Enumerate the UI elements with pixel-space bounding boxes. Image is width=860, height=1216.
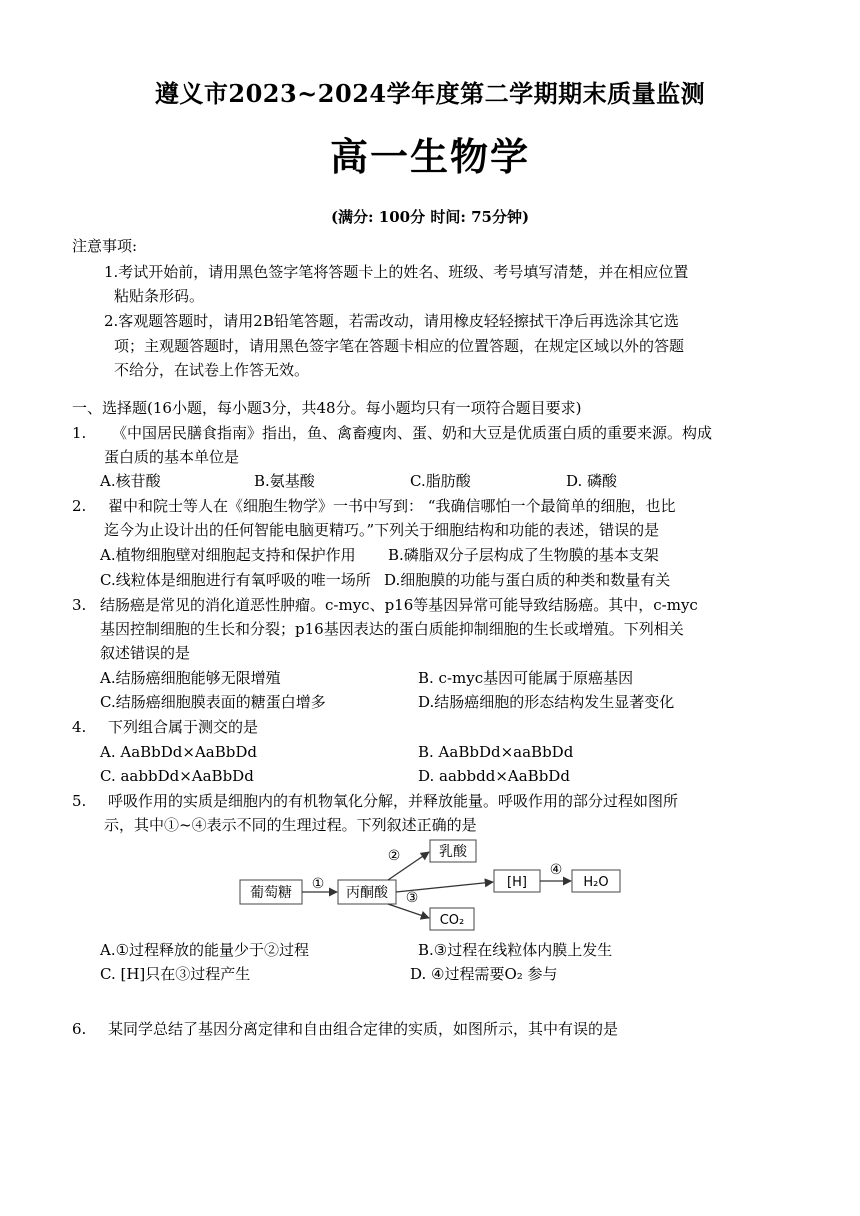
q3-option-a: A.结肠癌细胞能够无限增殖 xyxy=(100,669,281,687)
step-2-label: ② xyxy=(387,848,401,864)
q1-option-c: C.脂肪酸 xyxy=(410,472,471,490)
q1-option-b: B.氨基酸 xyxy=(254,472,315,490)
respiration-diagram xyxy=(238,838,628,938)
q3-option-c: C.结肠癌细胞膜表面的糖蛋白增多 xyxy=(100,693,326,711)
q3-stem-line2: 基因控制细胞的生长和分裂；p16基因表达的蛋白质能抑制细胞的生长或增殖。下列相关 xyxy=(100,620,684,638)
q1-stem-line1: 《中国居民膳食指南》指出，鱼、禽畜瘦肉、蛋、奶和大豆是优质蛋白质的重要来源。构成 xyxy=(112,424,713,442)
q1-option-d: D. 磷酸 xyxy=(566,472,618,490)
q1-stem-line2: 蛋白质的基本单位是 xyxy=(104,448,240,466)
notice-item2-line3: 不给分，在试卷上作答无效。 xyxy=(114,361,310,379)
label-pyruvate: 丙酮酸 xyxy=(346,885,388,901)
q5-option-d: D. ④过程需要O₂ 参与 xyxy=(410,965,558,983)
label-lactate: 乳酸 xyxy=(439,844,467,860)
score-time: (满分: 100分 时间: 75分钟) xyxy=(330,208,530,226)
q4-option-c: C. aabbDd×AaBbDd xyxy=(100,767,254,785)
label-h: [H] xyxy=(507,875,527,890)
q2-stem-line1: 翟中和院士等人在《细胞生物学》一书中写到： “我确信哪怕一个最简单的细胞，也比 xyxy=(108,497,676,515)
q5-stem-line2: 示，其中①~④表示不同的生理过程。下列叙述正确的是 xyxy=(104,816,477,834)
label-h2o: H₂O xyxy=(583,875,609,890)
q2-option-b: B.磷脂双分子层构成了生物膜的基本支架 xyxy=(388,546,659,564)
q4-number: 4. xyxy=(72,718,87,736)
q4-option-d: D. aabbdd×AaBbDd xyxy=(418,767,570,785)
q3-stem-line3: 叙述错误的是 xyxy=(100,644,191,662)
q3-option-b: B. c-myc基因可能属于原癌基因 xyxy=(418,669,634,687)
q3-stem-line1: 结肠癌是常见的消化道恶性肿瘤。c-myc、p16等基因异常可能导致结肠癌。其中，c-myc xyxy=(100,596,698,614)
q2-option-d: D.细胞膜的功能与蛋白质的种类和数量有关 xyxy=(384,571,671,589)
q1-number: 1. xyxy=(72,424,87,442)
q5-option-b: B.③过程在线粒体内膜上发生 xyxy=(418,941,613,959)
q2-option-a: A.植物细胞壁对细胞起支持和保护作用 xyxy=(100,546,356,564)
q6-number: 6. xyxy=(72,1020,87,1038)
q6-stem-line1: 某同学总结了基因分离定律和自由组合定律的实质，如图所示，其中有误的是 xyxy=(108,1020,619,1038)
q2-stem-line2: 迄今为止设计出的任何智能电脑更精巧。”下列关于细胞结构和功能的表述，错误的是 xyxy=(104,521,660,539)
notice-item1-line1: 1.考试开始前，请用黑色签字笔将答题卡上的姓名、班级、考号填写清楚，并在相应位置 xyxy=(104,263,689,281)
step-3-label: ③ xyxy=(405,890,419,906)
q5-number: 5. xyxy=(72,792,87,810)
q1-option-a: A.核苷酸 xyxy=(100,472,161,490)
arrow-3-co2 xyxy=(388,904,429,918)
q4-stem-line1: 下列组合属于测交的是 xyxy=(108,718,259,736)
q4-option-a: A. AaBbDd×AaBbDd xyxy=(100,743,257,761)
q5-option-a: A.①过程释放的能量少于②过程 xyxy=(100,941,310,959)
q2-number: 2. xyxy=(72,497,87,515)
notice-item2-line1: 2.客观题答题时，请用2B铅笔答题，若需改动，请用橡皮轻轻擦拭干净后再选涂其它选 xyxy=(104,312,679,330)
q3-option-d: D.结肠癌细胞的形态结构发生显著变化 xyxy=(418,693,675,711)
step-1-label: ① xyxy=(311,876,325,892)
label-glucose: 葡萄糖 xyxy=(250,885,292,901)
subject-title: 高一生物学 xyxy=(329,134,530,179)
notice-item2-line2: 项；主观题答题时，请用黑色签字笔在答题卡相应的位置答题，在规定区域以外的答题 xyxy=(114,337,685,355)
step-4-label: ④ xyxy=(549,862,563,878)
q4-option-b: B. AaBbDd×aaBbDd xyxy=(418,743,574,761)
q5-option-c: C. [H]只在③过程产生 xyxy=(100,965,251,983)
label-co2: CO₂ xyxy=(439,913,465,928)
q2-option-c: C.线粒体是细胞进行有氧呼吸的唯一场所 xyxy=(100,571,371,589)
section-heading: 一、选择题(16小题，每小题3分，共48分。每小题均只有一项符合题目要求) xyxy=(72,399,582,417)
exam-title: 遵义市2023~2024学年度第二学期期末质量监测 xyxy=(154,79,706,108)
q5-stem-line1: 呼吸作用的实质是细胞内的有机物氧化分解，并释放能量。呼吸作用的部分过程如图所 xyxy=(108,792,679,810)
q3-number: 3. xyxy=(72,596,87,614)
notice-item1-line2: 粘贴条形码。 xyxy=(114,287,205,305)
notice-heading: 注意事项: xyxy=(72,237,138,255)
